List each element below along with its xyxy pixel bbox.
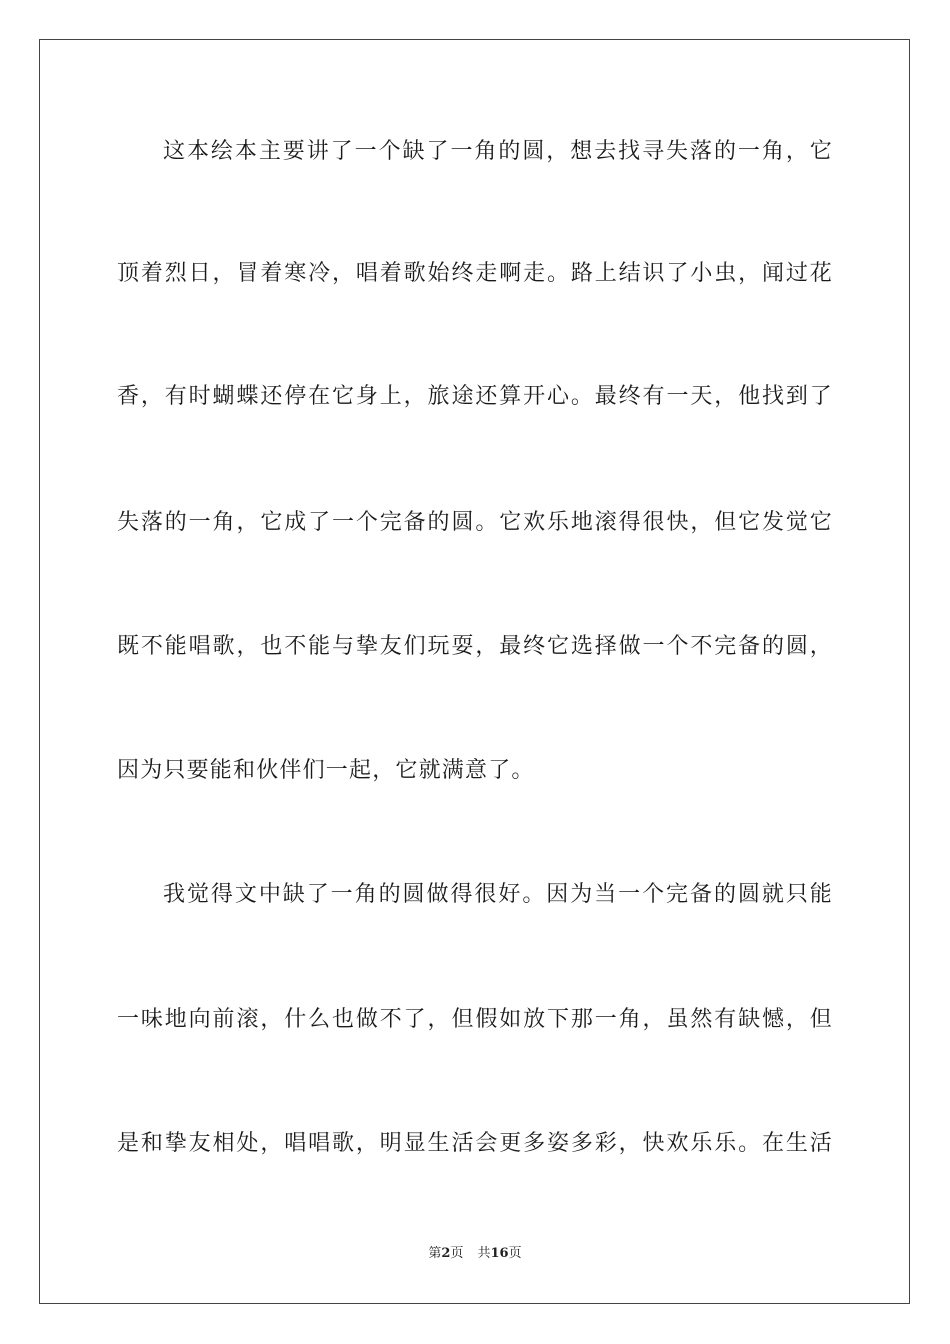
paragraph-1-line-1: 这本绘本主要讲了一个缺了一角的圆，想去找寻失落的一角，它 <box>163 139 833 164</box>
total-pages: 16 <box>490 1246 509 1261</box>
total-prefix: 共 <box>477 1246 491 1261</box>
paragraph-2-line-2: 一味地向前滚，什么也做不了，但假如放下那一角，虽然有缺憾，但 <box>117 1007 833 1032</box>
page-footer <box>0 1245 950 1263</box>
paragraph-1-line-2: 顶着烈日，冒着寒冷，唱着歌始终走啊走。路上结识了小虫，闻过花 <box>117 261 833 286</box>
paragraph-1-line-3: 香，有时蝴蝶还停在它身上，旅途还算开心。最终有一天，他找到了 <box>117 384 833 409</box>
page-prefix: 第 <box>428 1246 442 1261</box>
page-border <box>39 39 910 1304</box>
paragraph-2-line-3: 是和挚友相处，唱唱歌，明显生活会更多姿多彩，快欢乐乐。在生活 <box>117 1131 833 1156</box>
page-number: 2 <box>441 1246 451 1261</box>
paragraph-1-line-4: 失落的一角，它成了一个完备的圆。它欢乐地滚得很快，但它发觉它 <box>117 510 833 535</box>
total-suffix: 页 <box>508 1246 522 1261</box>
paragraph-1-line-5: 既不能唱歌，也不能与挚友们玩耍，最终它选择做一个不完备的圆， <box>117 634 833 659</box>
paragraph-1-line-6: 因为只要能和伙伴们一起，它就满意了。 <box>117 758 535 783</box>
page-suffix: 页 <box>450 1246 464 1261</box>
paragraph-2-line-1: 我觉得文中缺了一角的圆做得很好。因为当一个完备的圆就只能 <box>163 882 833 907</box>
